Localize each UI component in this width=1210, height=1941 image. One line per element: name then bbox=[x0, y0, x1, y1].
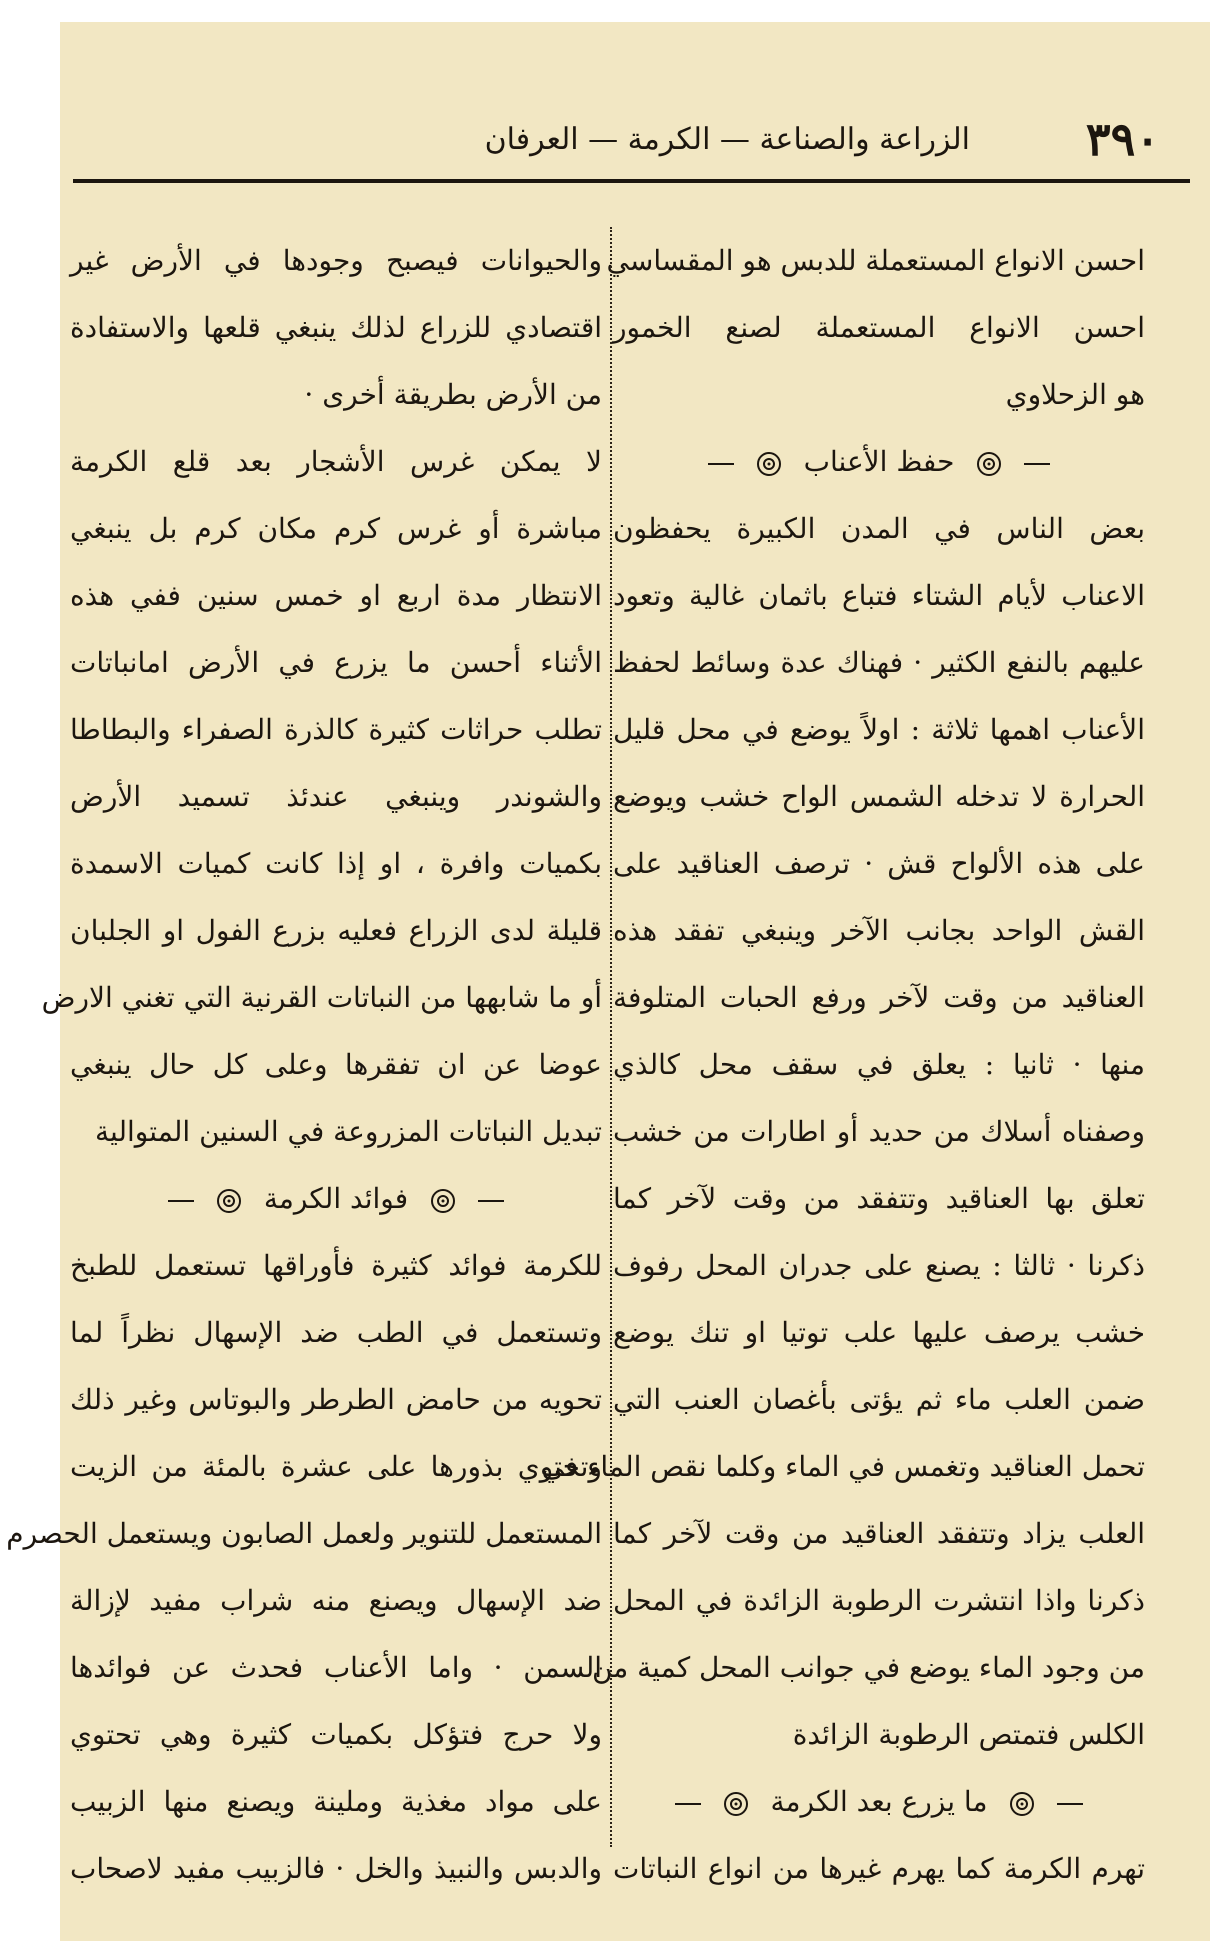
page-header bbox=[60, 104, 1210, 174]
header-rule bbox=[73, 179, 1190, 183]
text-line: العناقيد من وقت لآخر ورفع الحبات المتلوفة bbox=[613, 981, 1145, 1014]
text-line: هو الزحلاوي bbox=[1005, 378, 1145, 411]
text-line: تهرم الكرمة كما يهرم غيرها من انواع النباتات bbox=[613, 1852, 1145, 1885]
flower-ornament-icon bbox=[1004, 1789, 1040, 1819]
right-column bbox=[541, 227, 1145, 1885]
text-line: والشوندر وينبغي عندئذ تسميد الأرض bbox=[70, 780, 602, 813]
heading-text: حفظ الأعناب bbox=[803, 445, 955, 478]
text-line: ضمن العلب ماء ثم يؤتى بأغصان العنب التي bbox=[613, 1383, 1145, 1416]
flower-ornament-icon bbox=[425, 1186, 461, 1216]
section-heading bbox=[613, 428, 1145, 495]
heading-dash bbox=[1024, 463, 1050, 465]
column-divider bbox=[610, 227, 612, 1847]
text-line: للكرمة فوائد كثيرة فأوراقها تستعمل للطبخ bbox=[70, 1249, 602, 1282]
text-line: تحويه من حامض الطرطر والبوتاس وغير ذلك bbox=[70, 1383, 602, 1416]
heading-dash bbox=[708, 463, 734, 465]
section-heading bbox=[613, 1768, 1145, 1835]
text-line: والدبس والنبيذ والخل · فالزبيب مفيد لاصحاب bbox=[70, 1852, 602, 1885]
text-line: الكلس فتمتص الرطوبة الزائدة bbox=[792, 1718, 1145, 1751]
text-line: عليهم بالنفع الكثير · فهناك عدة وسائط لحفظ bbox=[613, 646, 1145, 679]
heading-dash bbox=[168, 1200, 194, 1202]
text-line: الحرارة لا تدخله الشمس الواح خشب ويوضع bbox=[613, 780, 1145, 813]
flower-ornament-icon bbox=[718, 1789, 754, 1819]
text-line: خشب يرصف عليها علب توتيا او تنك يوضع bbox=[613, 1316, 1145, 1349]
left-column bbox=[6, 227, 602, 1885]
text-line: من وجود الماء يوضع في جوانب المحل كمية من bbox=[591, 1651, 1145, 1684]
text-line: الانتظار مدة اربع او خمس سنين ففي هذه bbox=[70, 579, 602, 612]
running-title: الزراعة والصناعة — الكرمة — العرفان bbox=[484, 122, 970, 157]
flower-ornament-icon bbox=[751, 449, 787, 479]
text-line: بكميات وافرة ، او إذا كانت كميات الاسمدة bbox=[70, 847, 602, 880]
text-line: تحمل العناقيد وتغمس في الماء وكلما نقص الماء في bbox=[541, 1450, 1145, 1483]
heading-text: ما يزرع بعد الكرمة bbox=[770, 1785, 988, 1818]
text-line: لا يمكن غرس الأشجار بعد قلع الكرمة bbox=[70, 445, 602, 478]
text-line: السمن · واما الأعناب فحدث عن فوائدها bbox=[70, 1651, 602, 1684]
text-line: ولا حرج فتؤكل بكميات كثيرة وهي تحتوي bbox=[70, 1718, 602, 1751]
text-line: على مواد مغذية وملينة ويصنع منها الزبيب bbox=[70, 1785, 602, 1818]
text-line: ضد الإسهال ويصنع منه شراب مفيد لإزالة bbox=[70, 1584, 602, 1617]
text-line: وتحتوي بذورها على عشرة بالمئة من الزيت bbox=[70, 1450, 602, 1483]
page-scan bbox=[6, 22, 1210, 1941]
text-line: بعض الناس في المدن الكبيرة يحفظون bbox=[613, 512, 1145, 545]
flower-ornament-icon bbox=[211, 1186, 247, 1216]
text-line: الاعناب لأيام الشتاء فتباع باثمان غالية وتعود bbox=[613, 579, 1145, 612]
text-line: ذكرنا · ثالثا : يصنع على جدران المحل رفوف bbox=[613, 1249, 1145, 1282]
text-line: أو ما شابهها من النباتات القرنية التي تغني الارض bbox=[41, 981, 602, 1014]
text-line: الأعناب اهمها ثلاثة : اولاً يوضع في محل قليل bbox=[613, 713, 1145, 746]
text-line: تبديل النباتات المزروعة في السنين المتوالية bbox=[95, 1115, 602, 1148]
text-line: العلب يزاد وتتفقد العناقيد من وقت لآخر كما bbox=[613, 1517, 1145, 1550]
flower-ornament-icon bbox=[971, 449, 1007, 479]
text-line: المستعمل للتنوير ولعمل الصابون ويستعمل الحصرم bbox=[6, 1517, 602, 1550]
text-line: وتستعمل في الطب ضد الإسهال نظراً لما bbox=[70, 1316, 602, 1349]
text-line: احسن الانواع المستعملة لصنع الخمور bbox=[613, 311, 1145, 344]
text-line: تعلق بها العناقيد وتتفقد من وقت لآخر كما bbox=[613, 1182, 1145, 1215]
section-heading bbox=[70, 1165, 602, 1232]
heading-dash bbox=[675, 1803, 701, 1805]
heading-dash bbox=[1057, 1803, 1083, 1805]
text-line: ذكرنا واذا انتشرت الرطوبة الزائدة في المحل bbox=[613, 1584, 1145, 1617]
text-columns bbox=[6, 227, 1145, 1885]
page-number: ٣٩٠ bbox=[1085, 112, 1160, 166]
heading-dash bbox=[478, 1200, 504, 1202]
text-line: اقتصادي للزراع لذلك ينبغي قلعها والاستفادة bbox=[70, 311, 602, 344]
text-line: من الأرض بطريقة أخرى · bbox=[304, 378, 602, 411]
text-line: على هذه الألواح قش · ترصف العناقيد على bbox=[613, 847, 1145, 880]
text-line: عوضا عن ان تفقرها وعلى كل حال ينبغي bbox=[70, 1048, 602, 1081]
heading-text: فوائد الكرمة bbox=[263, 1182, 409, 1215]
text-line: قليلة لدى الزراع فعليه بزرع الفول او الجلبان bbox=[70, 914, 602, 947]
text-line: منها · ثانيا : يعلق في سقف محل كالذي bbox=[613, 1048, 1145, 1081]
text-line: احسن الانواع المستعملة للدبس هو المقساسي bbox=[606, 244, 1145, 277]
text-line: الأثناء أحسن ما يزرع في الأرض امانباتات bbox=[70, 646, 602, 679]
text-line: القش الواحد بجانب الآخر وينبغي تفقد هذه bbox=[613, 914, 1145, 947]
text-line: تطلب حراثات كثيرة كالذرة الصفراء والبطاطا bbox=[70, 713, 602, 746]
text-line: وصفناه أسلاك من حديد أو اطارات من خشب bbox=[613, 1115, 1145, 1148]
text-line: مباشرة أو غرس كرم مكان كرم بل ينبغي bbox=[70, 512, 602, 545]
text-line: والحيوانات فيصبح وجودها في الأرض غير bbox=[70, 244, 602, 277]
